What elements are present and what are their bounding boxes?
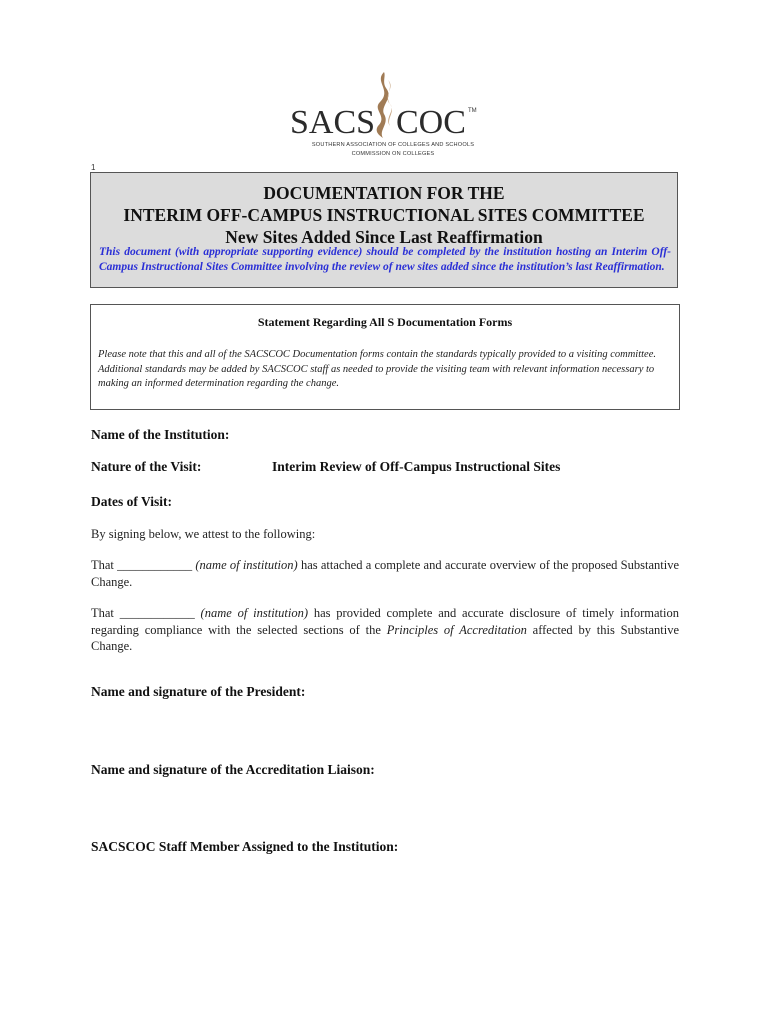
statement-body: Please note that this and all of the SACSCOC Documentation forms contain the standards typically provided to a visiting committee. Additional standards may be added by SACSCOC staff as needed to provide the visiting team with relevant information necessary to making an informed determination regarding the change. (98, 349, 656, 389)
logo-trademark: TM (468, 108, 477, 114)
title-line-2: INTERIM OFF-CAMPUS INSTRUCTIONAL SITES COMMITTEE (123, 205, 645, 225)
logo-sacs-text: SACS (290, 104, 376, 141)
title-line-1: DOCUMENTATION FOR THE (263, 183, 505, 203)
p2-italic-2: Principles of Accreditation (386, 622, 527, 637)
p1-end: has attached a complete and accurate overview of the proposed Substantive Change. (91, 558, 680, 589)
statement-box (90, 304, 680, 410)
sacscoc-logo (288, 70, 488, 165)
logo-coc-text: COC (396, 104, 466, 141)
p1-start: That ____________ (91, 558, 196, 572)
title-box (90, 172, 678, 288)
visit-dates-label: Dates of Visit: (91, 494, 172, 509)
visit-nature-value: Interim Review of Off-Campus Instructional Sites (272, 459, 561, 474)
title-line-3: New Sites Added Since Last Reaffirmation (225, 227, 543, 247)
title-note: This document (with appropriate supporting evidence) should be completed by the institution hosting an Interim Off-Campus Instructional Sites Committee involving the review of new sites added since the institution’s last Reaffirmation. (99, 246, 671, 273)
staff-member-label: SACSCOC Staff Member Assigned to the Institution: (91, 839, 399, 854)
statement-title: Statement Regarding All S Documentation Forms (257, 315, 513, 329)
attestation-paragraph-1 (91, 557, 679, 590)
attestation-intro: By signing below, we attest to the following: (91, 527, 316, 541)
logo-subtitle-line2: COMMISSION ON COLLEGES (351, 151, 435, 157)
p2-end: affected by this Substantive Change. (91, 622, 679, 653)
p2-italic-1: (name of institution) (200, 606, 309, 620)
logo-subtitle-line1: SOUTHERN ASSOCIATION OF COLLEGES AND SCHOOLS (311, 142, 475, 148)
institution-name-label: Name of the Institution: (91, 427, 230, 442)
president-signature-label: Name and signature of the President: (91, 684, 306, 699)
p2-start: That ____________ (91, 606, 201, 620)
visit-nature-label: Nature of the Visit: (91, 459, 202, 474)
p1-italic: (name of institution) (195, 558, 298, 572)
page-number: 1 (91, 163, 96, 172)
attestation-paragraph-2 (91, 605, 679, 655)
p2-mid: has provided complete and accurate disclosure of timely information regarding compliance with the selected sections of the (91, 606, 679, 637)
liaison-signature-label: Name and signature of the Accreditation Liaison: (91, 762, 375, 777)
